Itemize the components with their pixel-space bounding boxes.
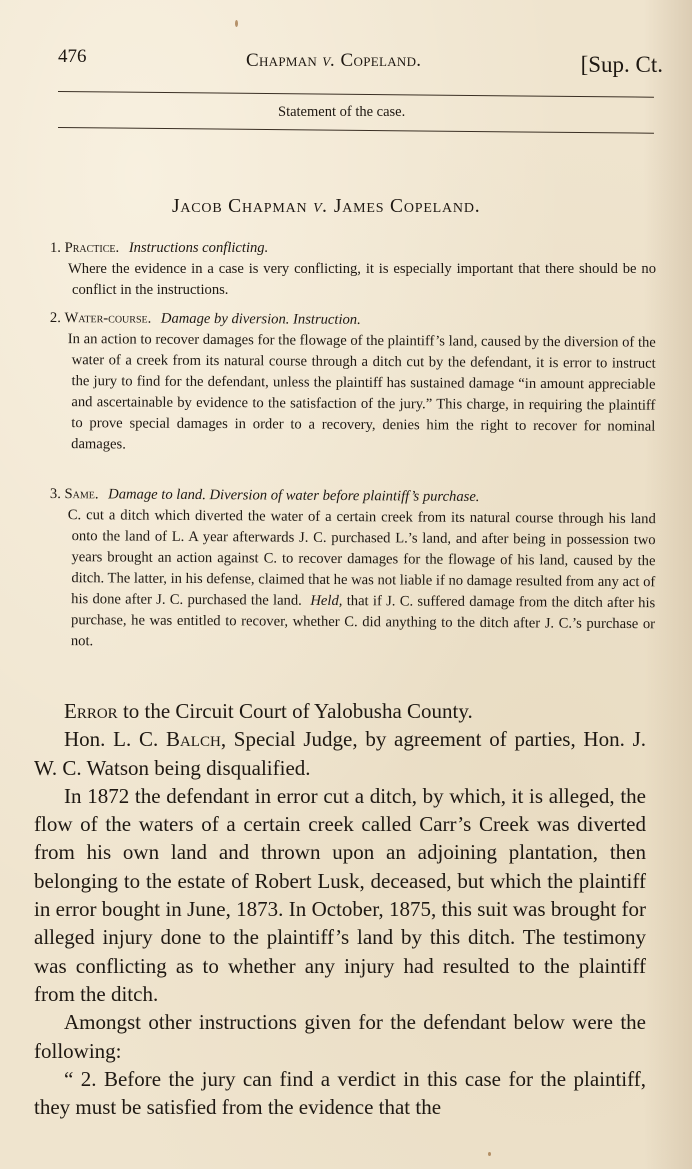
running-head-title <box>246 50 421 72</box>
error-court: to the Circuit Court of Yalobusha County. <box>117 699 473 723</box>
running-head-party-2: Copeland. <box>340 50 422 71</box>
case-versus: v. <box>313 196 329 217</box>
headnote-number: 2. <box>49 309 61 327</box>
headnote-topic: Water-course. <box>64 310 152 327</box>
judge-suffix: , Special Judge, by agreement of parties, Hon. J. W. C. Watson being disqualified. <box>34 727 647 780</box>
statement-body <box>34 697 646 1121</box>
judge-prefix: Hon. L. C. <box>64 727 166 752</box>
judge-line <box>34 725 646 782</box>
section-label: Statement of the case. <box>278 104 406 120</box>
running-head-party-1: Chapman <box>246 50 318 71</box>
header-rule-bottom <box>58 127 654 134</box>
headnote-body: In an action to recover damages for the flowage of the plaintiff’s land, caused by the diversion of the water of a creek from its natural course through a ditch cut by the defendant, it is error to instruct the jury to find for the defendant, unless the plaintiff has sustained damage “in amount appreciable and ascertainable by evidence to the satisfaction of the jury.” This charge, in requiring the plaintiff to prove special damages in order to a recovery, denies him the right to recover for nominal damages. <box>67 331 656 453</box>
headnote-1 <box>50 238 656 301</box>
headnote-body: Where the evidence in a case is very conflicting, it is especially important that there should be no conflict in the instructions. <box>68 261 656 298</box>
error-label: Error <box>64 699 118 723</box>
page-number: 476 <box>58 46 87 67</box>
headnote-body-text: C. cut a ditch which diverted the water of a certain creek from its natural course through his land onto the land of L. A year afterwards J. C. purchased L.’s land, and after being in possession two years brought an action against C. to recover damages for the flowage of his land, caused by the ditch. The latter, in his defense, claimed that he was not liable if no damage resulted from any act of his done after J. C. purchased the land. <box>67 507 656 609</box>
headnote-number: 3. <box>49 485 61 503</box>
headnote-subtopics: Damage to land. Diversion of water before plaintiff’s purchase. <box>108 486 480 505</box>
headnote-lead <box>50 238 656 259</box>
headnote-body <box>49 505 656 656</box>
facts-paragraph: In 1872 the defendant in error cut a ditch, by which, it is alleged, the flow of the waters of a certain creek called Carr’s Creek was diverted from his own land and thrown upon an adjoining plantation, then belonging to the estate of Robert Lusk, deceased, but which the plaintiff in error bought in June, 1873. In October, 1875, this suit was brought for alleged injury done to the plaintiff’s land by this ditch. The testimony was conflicting as to whether any injury had resulted to the plaintiff from the ditch. <box>34 783 646 1006</box>
paper-speck <box>488 1152 491 1156</box>
case-plaintiff: Jacob Chapman <box>172 196 308 217</box>
headnote-2 <box>49 308 656 459</box>
error-line <box>34 697 646 725</box>
held-label: Held, <box>310 592 343 610</box>
headnote-topic: Practice. <box>64 240 120 256</box>
instructions-paragraph: Amongst other instructions given for the defendant below were the following: <box>34 1010 646 1063</box>
headnote-3 <box>49 484 656 656</box>
headnote-holding-text: that if J. C. suffered damage from the ditch after his purchase, he was entitled to recover, whether C. did anything to the ditch after J. C.’s purchase or not. <box>70 593 656 650</box>
headnote-topic: Same. <box>64 486 99 503</box>
case-title <box>172 196 480 218</box>
headnote-subtopics: Instructions conflicting. <box>128 240 269 256</box>
quoted-instruction: “ 2. Before the jury can find a verdict in this case for the plaintiff, they must be satisfied from the evidence that the <box>34 1066 646 1120</box>
judge-name: Balch <box>165 727 221 752</box>
running-head <box>58 44 663 78</box>
running-head-court: [Sup. Ct. <box>580 52 663 77</box>
paper-speck <box>235 20 238 27</box>
headnote-subtopics: Damage by diversion. Instruction. <box>160 310 361 328</box>
running-head-versus: v. <box>322 50 336 71</box>
headnote-number: 1. <box>50 240 61 256</box>
case-defendant: James Copeland. <box>333 196 481 217</box>
header-rule-top <box>58 91 654 98</box>
